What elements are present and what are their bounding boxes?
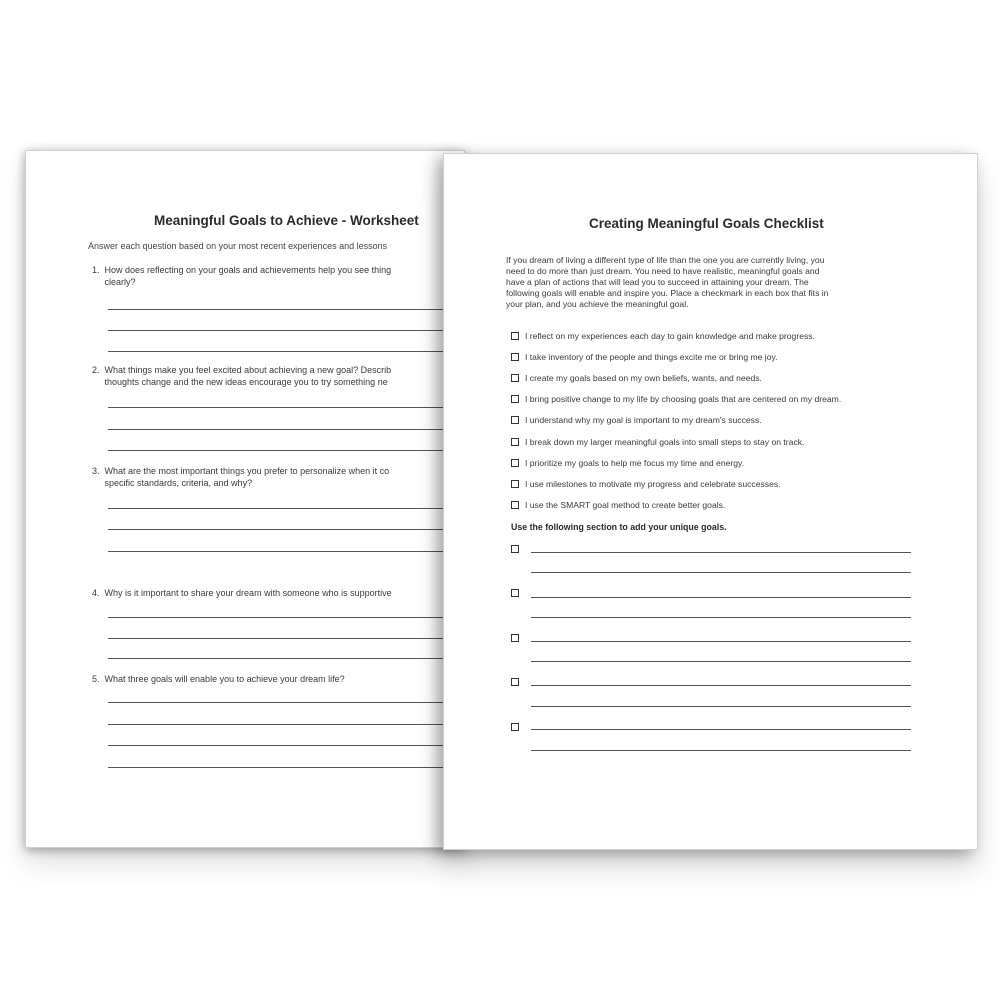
checklist-page	[443, 153, 978, 850]
worksheet-intro: Answer each question based on your most recent experiences and lessons	[88, 241, 388, 251]
checkbox-icon[interactable]	[511, 332, 519, 340]
checklist-item[interactable]	[511, 500, 725, 510]
goal-line[interactable]	[531, 617, 911, 618]
question-2-line1: 2. What things make you feel excited about achieving a new goal? Describ	[92, 365, 392, 375]
answer-line[interactable]	[108, 351, 465, 352]
answer-line[interactable]	[108, 745, 465, 746]
answer-line[interactable]	[108, 617, 465, 618]
goal-line[interactable]	[531, 685, 911, 686]
goal-line[interactable]	[531, 661, 911, 662]
answer-line[interactable]	[108, 450, 465, 451]
worksheet-page	[25, 150, 465, 848]
checklist-item-label: I use milestones to motivate my progress and celebrate successes.	[525, 479, 781, 489]
checklist-item[interactable]	[511, 415, 762, 425]
goal-line[interactable]	[531, 729, 911, 730]
worksheet-title: Meaningful Goals to Achieve - Worksheet	[154, 213, 419, 228]
checkbox-icon[interactable]	[511, 374, 519, 382]
question-1-line2: clearly?	[92, 277, 136, 287]
answer-line[interactable]	[108, 767, 465, 768]
checklist-item-label: I bring positive change to my life by choosing goals that are centered on my dream.	[525, 394, 842, 404]
answer-line[interactable]	[108, 551, 465, 552]
checkbox-icon[interactable]	[511, 589, 519, 597]
checkbox-icon[interactable]	[511, 634, 519, 642]
answer-line[interactable]	[108, 508, 465, 509]
paragraph-line: need to do more than just dream. You need to have realistic, meaningful goals and	[506, 266, 820, 276]
unique-goal-row[interactable]	[511, 723, 916, 763]
checkbox-icon[interactable]	[511, 678, 519, 686]
goal-line[interactable]	[531, 597, 911, 598]
answer-line[interactable]	[108, 330, 465, 331]
checklist-item-label: I prioritize my goals to help me focus my time and energy.	[525, 458, 745, 468]
answer-line[interactable]	[108, 702, 465, 703]
question-5	[92, 673, 452, 685]
checkbox-icon[interactable]	[511, 395, 519, 403]
checklist-item-label: I understand why my goal is important to my dream's success.	[525, 415, 762, 425]
unique-goals-heading: Use the following section to add your unique goals.	[511, 522, 727, 532]
question-2	[92, 364, 452, 388]
goal-line[interactable]	[531, 572, 911, 573]
checkbox-icon[interactable]	[511, 480, 519, 488]
answer-line[interactable]	[108, 638, 465, 639]
question-3-line2: specific standards, criteria, and why?	[92, 478, 253, 488]
checkbox-icon[interactable]	[511, 353, 519, 361]
checkbox-icon[interactable]	[511, 459, 519, 467]
checklist-item-label: I create my goals based on my own beliefs, wants, and needs.	[525, 373, 762, 383]
unique-goal-row[interactable]	[511, 589, 916, 629]
goal-line[interactable]	[531, 706, 911, 707]
checklist-item[interactable]	[511, 373, 762, 383]
question-3	[92, 465, 452, 489]
goal-line[interactable]	[531, 641, 911, 642]
question-2-line2: thoughts change and the new ideas encourage you to try something ne	[92, 377, 388, 387]
question-1	[92, 264, 452, 288]
checklist-item[interactable]	[511, 394, 841, 404]
answer-line[interactable]	[108, 724, 465, 725]
checklist-item-label: I reflect on my experiences each day to gain knowledge and make progress.	[525, 331, 815, 341]
paragraph-line: If you dream of living a different type of life than the one you are currently living, you	[506, 255, 825, 265]
checkbox-icon[interactable]	[511, 501, 519, 509]
checklist-item-label: I break down my larger meaningful goals into small steps to stay on track.	[525, 437, 805, 447]
checklist-title: Creating Meaningful Goals Checklist	[589, 216, 824, 231]
answer-line[interactable]	[108, 407, 465, 408]
checklist-item[interactable]	[511, 331, 815, 341]
checkbox-icon[interactable]	[511, 545, 519, 553]
goal-line[interactable]	[531, 552, 911, 553]
question-3-line1: 3. What are the most important things you prefer to personalize when it co	[92, 466, 390, 476]
unique-goal-row[interactable]	[511, 678, 916, 718]
question-1-line1: 1. How does reflecting on your goals and achievements help you see thing	[92, 265, 392, 275]
question-4	[92, 587, 452, 599]
checklist-item[interactable]	[511, 458, 744, 468]
answer-line[interactable]	[108, 529, 465, 530]
paragraph-line: your plan, and you achieve the meaningful goal.	[506, 299, 689, 309]
answer-line[interactable]	[108, 658, 465, 659]
paragraph-line: following goals will enable and inspire you. Place a checkmark in each box that fits in	[506, 288, 829, 298]
checklist-item[interactable]	[511, 479, 781, 489]
answer-line[interactable]	[108, 309, 465, 310]
goal-line[interactable]	[531, 750, 911, 751]
checklist-item-label: I take inventory of the people and things excite me or bring me joy.	[525, 352, 778, 362]
question-4-line1: 4. Why is it important to share your dream with someone who is supportive	[92, 588, 392, 598]
paragraph-line: have a plan of actions that will lead you to succeed in attaining your dream. The	[506, 277, 809, 287]
checklist-intro-paragraph	[506, 255, 916, 310]
checkbox-icon[interactable]	[511, 416, 519, 424]
checklist-item-label: I use the SMART goal method to create better goals.	[525, 500, 726, 510]
checklist-item[interactable]	[511, 437, 804, 447]
answer-line[interactable]	[108, 429, 465, 430]
checkbox-icon[interactable]	[511, 723, 519, 731]
checkbox-icon[interactable]	[511, 438, 519, 446]
question-5-line1: 5. What three goals will enable you to achieve your dream life?	[92, 674, 345, 684]
checklist-item[interactable]	[511, 352, 778, 362]
unique-goal-row[interactable]	[511, 545, 916, 585]
unique-goal-row[interactable]	[511, 634, 916, 674]
